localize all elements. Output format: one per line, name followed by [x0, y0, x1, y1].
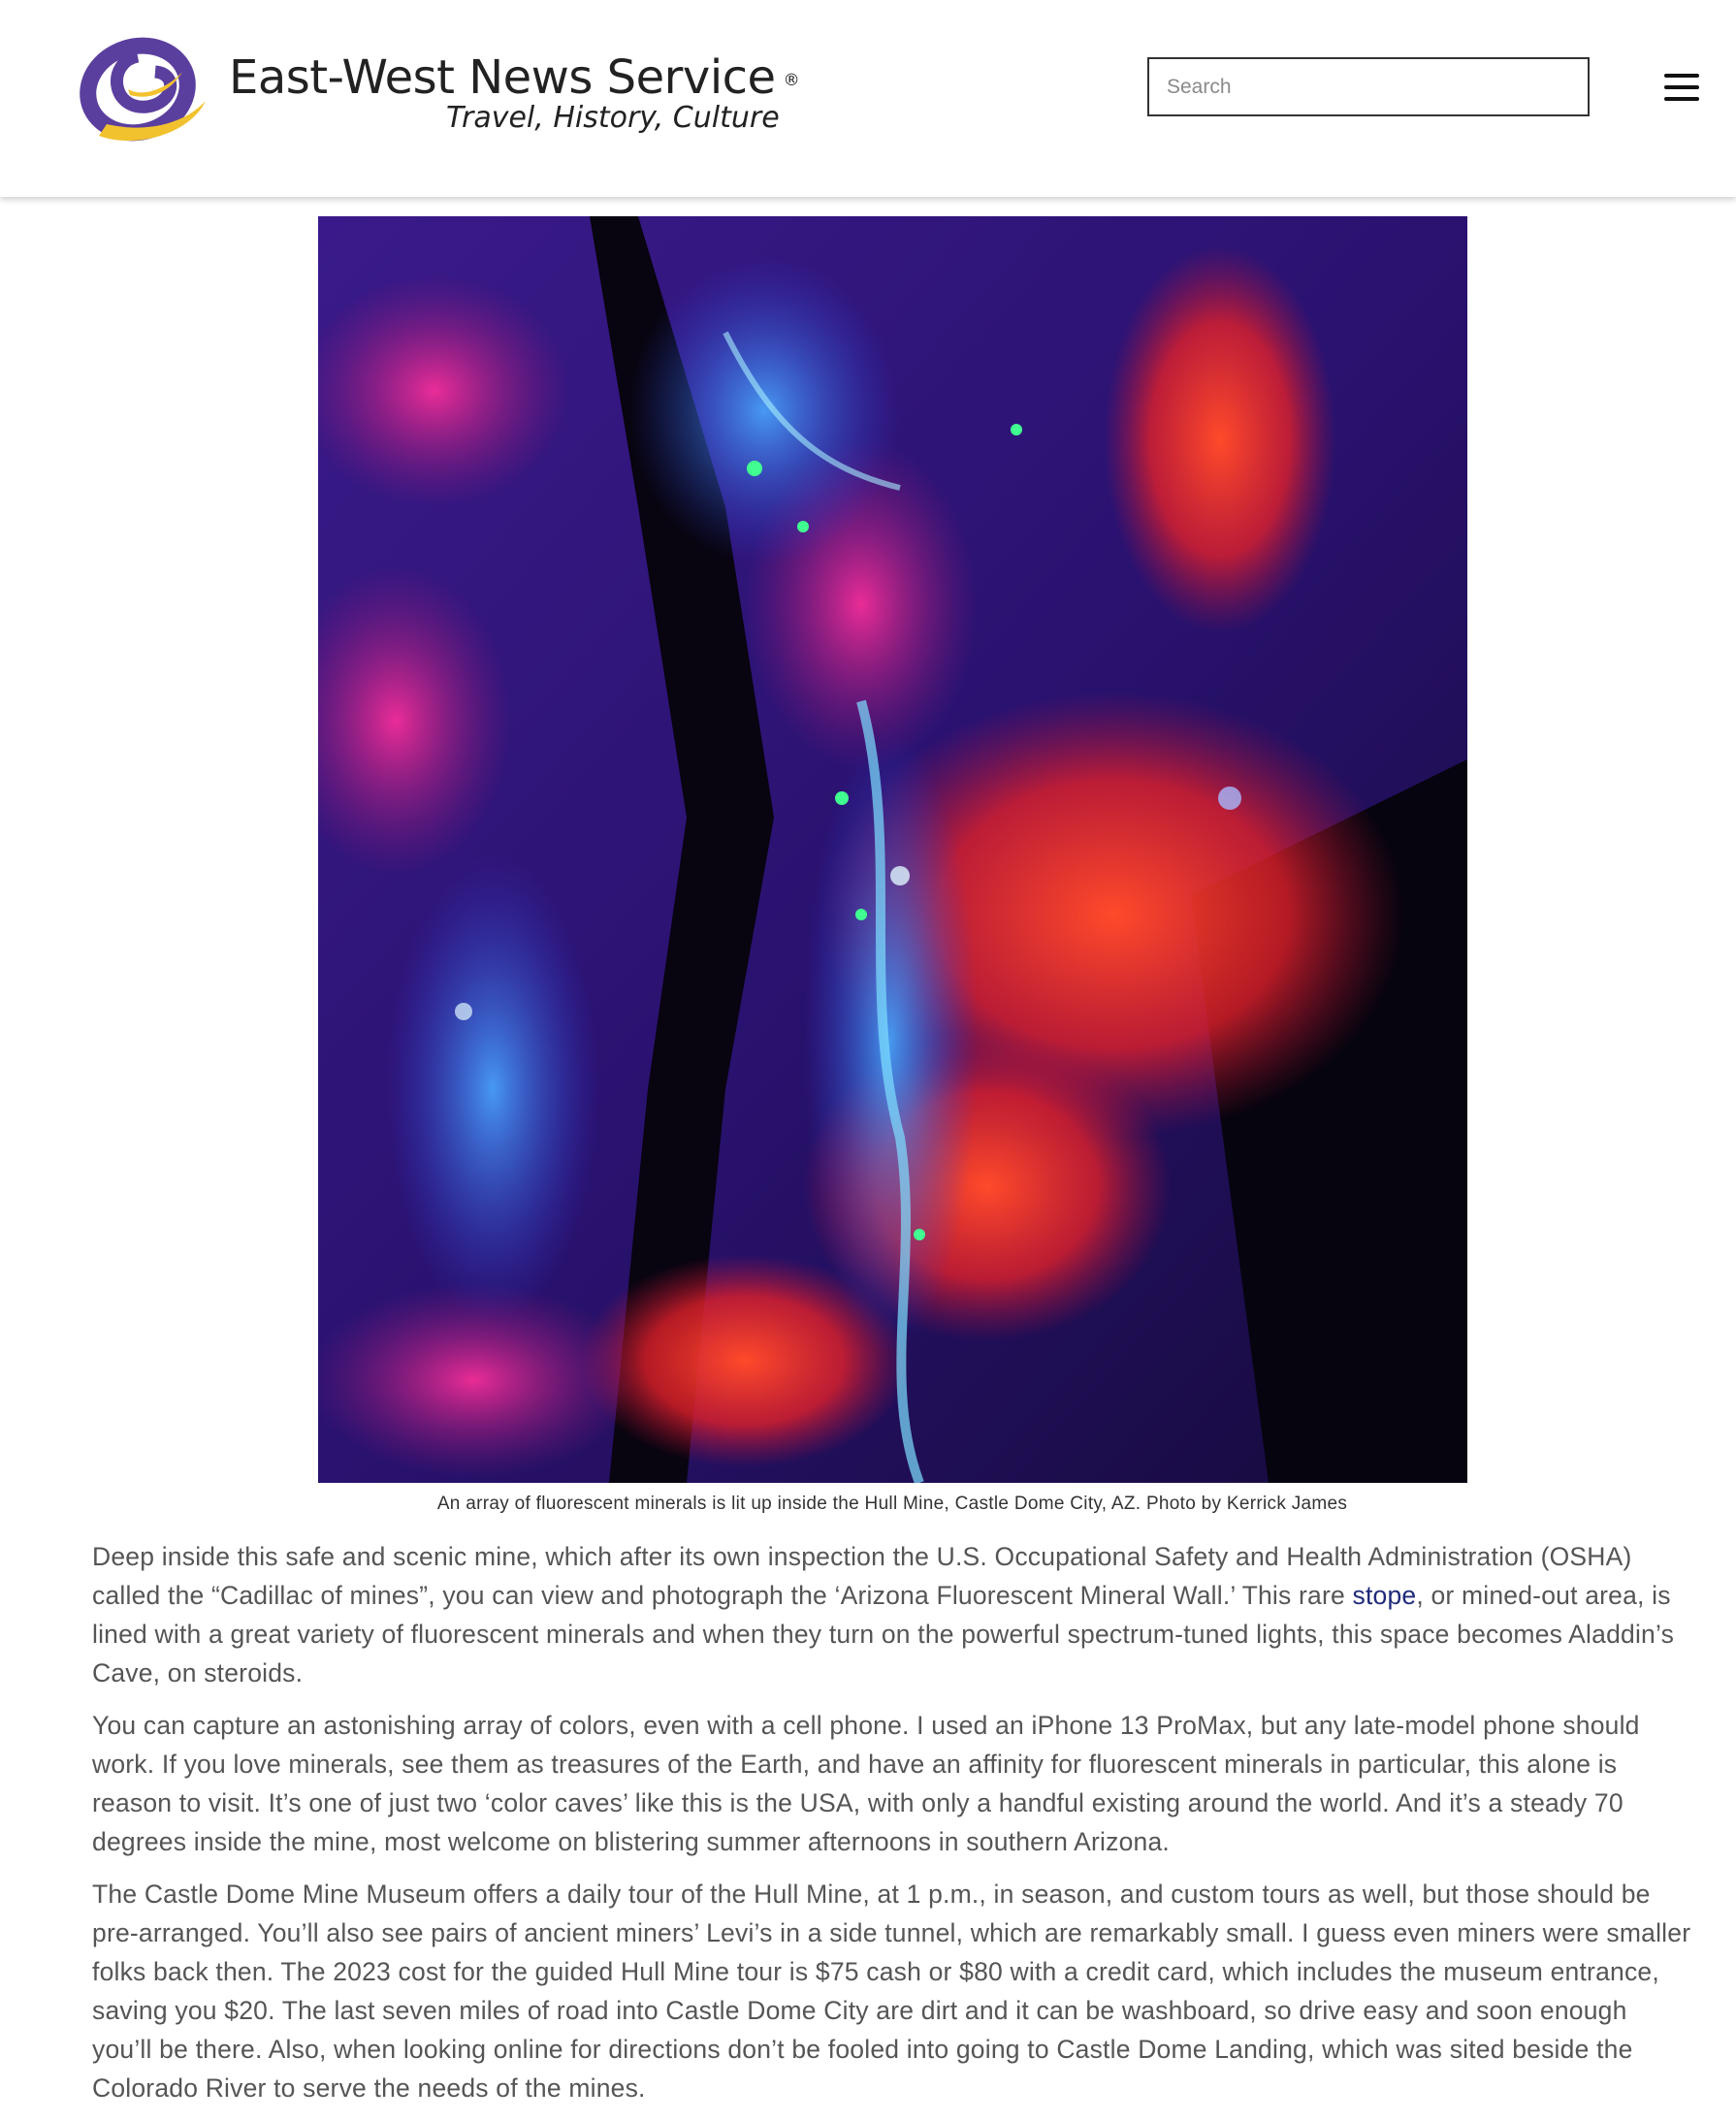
hamburger-menu-icon[interactable] [1664, 74, 1699, 101]
site-name[interactable]: East-West News Service ® [229, 50, 800, 105]
registered-mark: ® [783, 71, 800, 90]
stope-link[interactable]: stope [1352, 1581, 1417, 1610]
site-tagline: Travel, History, Culture [446, 101, 780, 135]
fluorescent-minerals-photo [318, 216, 1467, 1483]
article-paragraph: The Castle Dome Mine Museum offers a daily tour of the Hull Mine, at 1 p.m., in season, and custom tours as well, but those should be pre-arranged. You’ll also see pairs of ancient miners’ Levi’s in a side tunnel, which are remarkably small. I guess even miners were smaller folks back then. The 2023 cost for the guided Hull Mine tour is $75 cash or $80 with a credit card, which includes the museum entrance, saving you $20. The last seven miles of road into Castle Dome City are dirt and it can be washboard, so drive easy and soon enough you’ll be there. Also, when looking online for directions don’t be fooled into going to Castle Dome Landing, which was sited beside the Colorado River to serve the needs of the mines. [92, 1880, 1691, 2103]
site-header [0, 0, 1736, 197]
photo-caption: An array of fluorescent minerals is lit up inside the Hull Mine, Castle Dome City, AZ. Photo by Kerrick James [436, 1494, 1348, 1514]
article-body [92, 1537, 1692, 2121]
article-paragraph: You can capture an astonishing array of colors, even with a cell phone. I used an iPhone 13 ProMax, but any late-model phone should work. If you love minerals, see them as treasures of the Earth, and have an affinity for fluorescent minerals in particular, this alone is reason to visit. It’s one of just two ‘color caves’ like this is the USA, with only a handful existing around the world. And it’s a steady 70 degrees inside the mine, most welcome on blistering summer afternoons in southern Arizona. [92, 1711, 1640, 1856]
ewns-logo-icon[interactable] [78, 17, 213, 153]
search-input[interactable] [1147, 57, 1590, 116]
article-paragraph: Deep inside this safe and scenic mine, which after its own inspection the U.S. Occupational Safety and Health Administration (OSHA) called the “Cadillac of mines”, you can view and photograph the ‘Arizona Fluorescent Mineral Wall.’ This rare stope, or mined-out area, is lined with a great variety of fluorescent minerals and when they turn on the powerful spectrum-tuned lights, this space becomes Aladdin’s Cave, on steroids. [92, 1542, 1675, 1687]
